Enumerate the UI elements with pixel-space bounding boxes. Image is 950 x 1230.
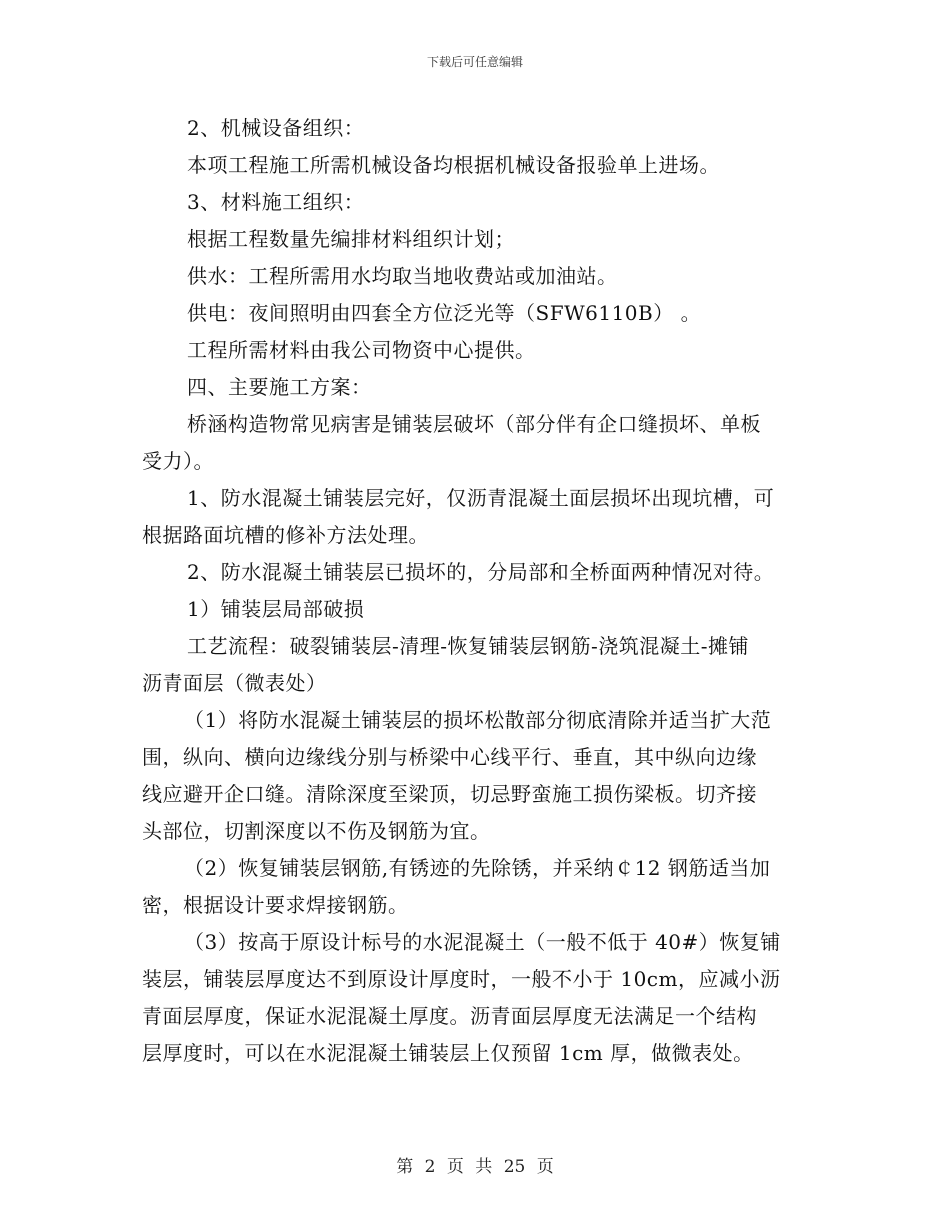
paragraph-line: 工程所需材料由我公司物资中心提供。 [187,338,536,362]
paragraph-line: （2）恢复铺装层钢筋,有锈迹的先除锈，并采纳￠12 钢筋适当加 [184,856,771,880]
page-number: 第 2 页 共 25 页 [396,1157,554,1177]
paragraph-line: 装层，铺装层厚度达不到原设计厚度时，一般不小于 10cm，应减小沥 [142,967,781,991]
paragraph-line: 1、防水混凝土铺装层完好，仅沥青混凝土面层损坏出现坑槽，可 [187,486,775,510]
paragraph-line: 供水：工程所需用水均取当地收费站或加油站。 [187,264,618,288]
paragraph-line: 受力）。 [142,449,214,473]
paragraph-line: 桥涵构造物常见病害是铺装层破坏（部分伴有企口缝损坏、单板 [187,412,761,436]
paragraph-line: 沥青面层（微表处） [142,671,327,695]
paragraph-line: 头部位，切割深度以不伤及钢筋为宜。 [142,819,491,843]
section-heading: 2、机械设备组织： [187,116,365,140]
paragraph-line: 层厚度时，可以在水泥混凝土铺装层上仅预留 1cm 厚，做微表处。 [142,1041,754,1065]
paragraph-line: 线应避开企口缝。清除深度至梁顶，切忌野蛮施工损伤梁板。切齐接 [142,782,757,806]
section-heading: 四、主要施工方案： [187,375,372,399]
paragraph-line: 工艺流程：破裂铺装层-清理-恢复铺装层钢筋-浇筑混凝土-摊铺 [187,634,750,658]
page-header-note: 下载后可任意编辑 [426,55,523,69]
paragraph-line: 青面层厚度，保证水泥混凝土厚度。沥青面层厚度无法满足一个结构 [142,1004,757,1028]
paragraph-line: 密，根据设计要求焊接钢筋。 [142,893,409,917]
paragraph-line: 2、防水混凝土铺装层已损坏的，分局部和全桥面两种情况对待。 [187,560,775,584]
document-body [142,110,810,1072]
paragraph-line: 根据路面坑槽的修补方法处理。 [142,523,429,547]
subsection-heading: 1）铺装层局部破损 [187,597,365,621]
paragraph-line: （1）将防水混凝土铺装层的损坏松散部分彻底清除并适当扩大范 [184,708,772,732]
paragraph-line: 围，纵向、横向边缘线分别与桥梁中心线平行、垂直，其中纵向边缘 [142,745,757,769]
section-heading: 3、材料施工组织： [187,190,365,214]
paragraph-line: 供电：夜间照明由四套全方位泛光等（SFW6110B） 。 [187,301,702,325]
paragraph-line: （3）按高于原设计标号的水泥混凝土（一般不低于 40#）恢复铺 [184,930,781,954]
paragraph-line: 本项工程施工所需机械设备均根据机械设备报验单上进场。 [187,153,720,177]
paragraph-line: 根据工程数量先编排材料组织计划； [187,227,515,251]
